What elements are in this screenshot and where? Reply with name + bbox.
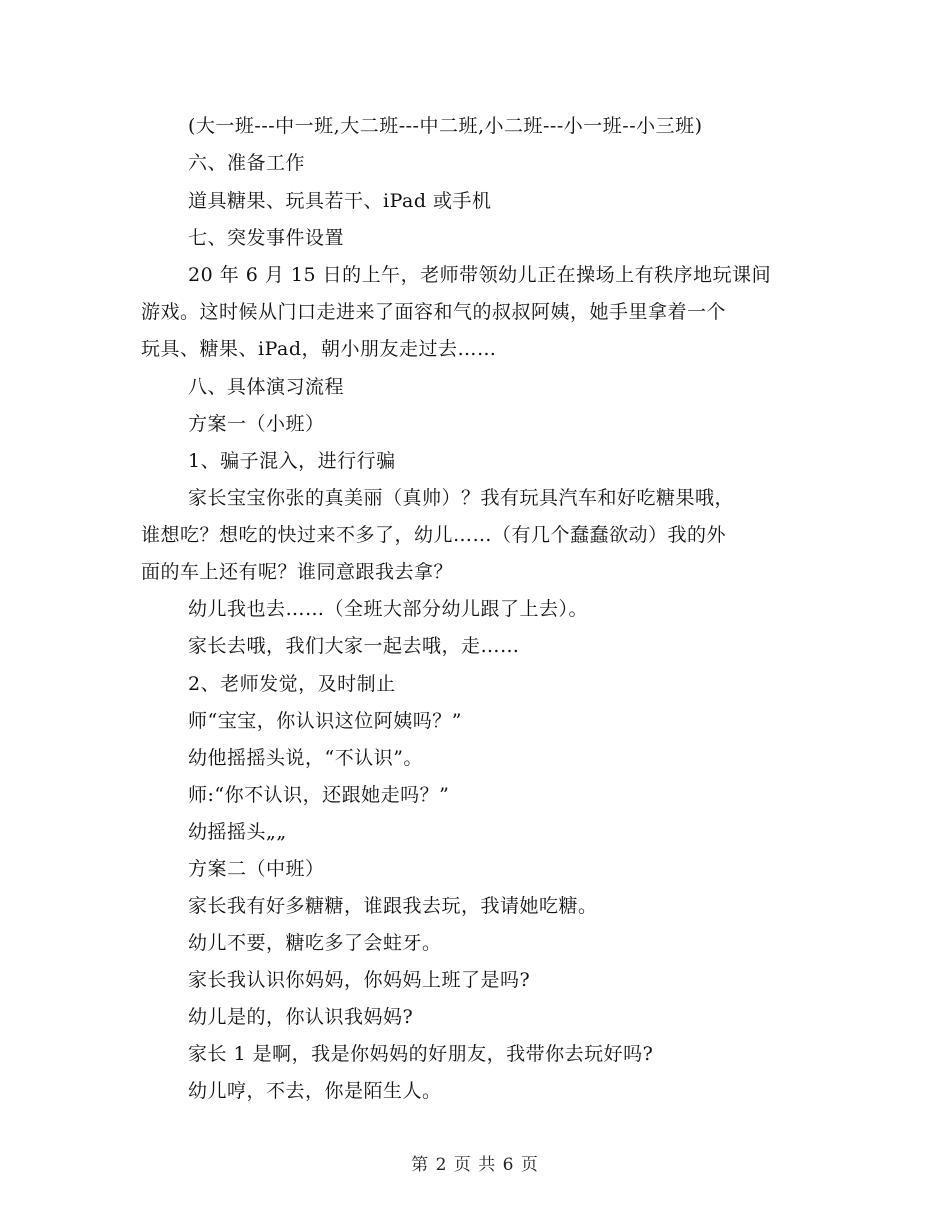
text-line: 师:“你不认识，还跟她走吗？” [188,784,450,806]
subheading: 1、骗子混入，进行行骗 [188,450,396,472]
text-line: (大一班---中一班,大二班---中二班,小二班---小一班--小三班) [188,115,703,137]
text-line: 家长我有好多糖糖，谁跟我去玩，我请她吃糖。 [188,895,598,917]
section-heading: 七、突发事件设置 [188,227,345,249]
text-line: 家长宝宝你张的真美丽（真帅）？我有玩具汽车和好吃糖果哦， [188,487,735,509]
section-heading: 八、具体演习流程 [188,376,345,398]
text-line: 幼儿哼，不去，你是陌生人。 [188,1080,442,1102]
text-line: 家长 1 是啊，我是你妈妈的好朋友，我带你去玩好吗? [188,1043,654,1065]
text-line: 幼摇摇头„„ [188,821,287,843]
text-line: 幼他摇摇头说，“不认识”。 [188,747,423,769]
section-heading: 六、准备工作 [188,152,306,174]
text-line: 20 年 6 月 15 日的上午，老师带领幼儿正在操场上有秩序地玩课间 [188,264,772,286]
text-line: 道具糖果、玩具若干、iPad 或手机 [188,190,492,212]
subheading: 方案二（中班） [188,858,325,880]
text-line: 幼儿是的，你认识我妈妈? [188,1006,414,1028]
text-line: 幼儿我也去……（全班大部分幼儿跟了上去）。 [188,598,589,620]
subheading: 2、老师发觉，及时制止 [188,673,396,695]
text-line: 游戏。这时候从门口走进来了面容和气的叔叔阿姨，她手里拿着一个 [141,301,727,323]
text-line: 师“宝宝，你认识这位阿姨吗？” [188,710,462,732]
text-line: 玩具、糖果、iPad，朝小朋友走过去…… [141,338,497,360]
text-line: 面的车上还有呢？谁同意跟我去拿？ [141,561,454,583]
text-line: 谁想吃？想吃的快过来不多了，幼儿……（有几个蠢蠢欲动）我的外 [141,524,727,546]
page-footer: 第 2 页 共 6 页 [411,1155,539,1175]
text-line: 家长我认识你妈妈，你妈妈上班了是吗? [188,969,531,991]
subheading: 方案一（小班） [188,413,325,435]
text-line: 幼儿不要，糖吃多了会蛀牙。 [188,932,442,954]
text-line: 家长去哦，我们大家一起去哦，走…… [188,635,520,657]
